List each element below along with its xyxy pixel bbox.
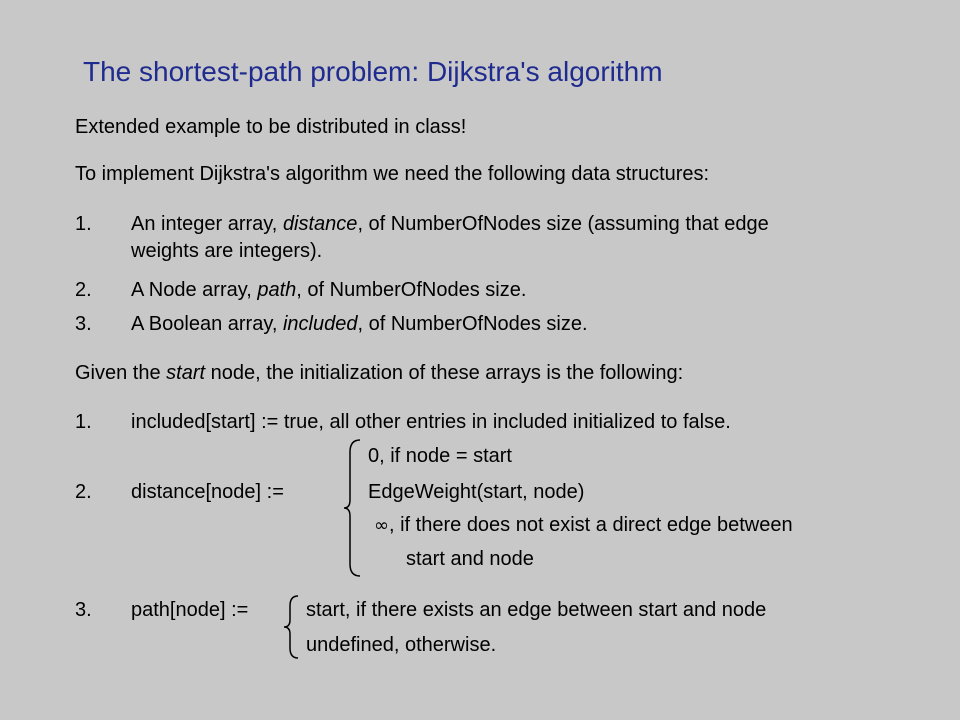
path-left-brace [280, 594, 302, 660]
structure-1-pre: An integer array, [131, 213, 283, 235]
intro-text: Extended example to be distributed in class! [75, 116, 467, 138]
structure-3-pre: A Boolean array, [131, 313, 283, 335]
distance-case-infinity-continuation: start and node [406, 548, 534, 570]
given-pre: Given the [75, 362, 167, 384]
structure-3-text [131, 311, 588, 337]
given-post: node, the initialization of these arrays is the following: [205, 362, 684, 384]
init-1-text: included[start] := true, all other entries in included initialized to false. [131, 411, 731, 433]
path-case-undefined: undefined, otherwise. [306, 634, 497, 656]
init-1-number: 1. [75, 411, 92, 433]
structure-3-post: , of NumberOfNodes size. [357, 313, 588, 335]
structure-2-pre: A Node array, [131, 279, 258, 301]
given-emphasis: start [166, 362, 206, 384]
structure-1-post: , of NumberOfNodes size (assuming that edge [357, 213, 769, 235]
structure-3-number: 3. [75, 313, 92, 335]
need-sentence: To implement Dijkstra's algorithm we need the following data structures: [75, 163, 710, 185]
distance-case-zero: 0, if node = start [368, 445, 512, 467]
structure-2-emphasis: path [257, 279, 297, 301]
init-3-number: 3. [75, 599, 92, 621]
slide-title: The shortest-path problem: Dijkstra's algorithm [83, 56, 663, 87]
structure-2-post: , of NumberOfNodes size. [296, 279, 527, 301]
path-lhs: path[node] := [131, 599, 249, 621]
distance-case-infinity [374, 512, 793, 539]
init-2-number: 2. [75, 481, 92, 503]
given-sentence [75, 360, 683, 386]
infinity-symbol: ∞ [374, 515, 389, 536]
structure-1-text [131, 211, 769, 237]
structure-1-number: 1. [75, 213, 92, 235]
structure-2-number: 2. [75, 279, 92, 301]
distance-lhs: distance[node] := [131, 481, 284, 503]
structure-3-emphasis: included [282, 313, 358, 335]
structure-1-continuation: weights are integers). [131, 240, 323, 262]
distance-case-infinity-text: , if there does not exist a direct edge between [389, 514, 793, 536]
distance-case-edgeweight: EdgeWeight(start, node) [368, 481, 585, 503]
structure-1-emphasis: distance [282, 213, 358, 235]
structure-2-text [131, 277, 526, 303]
path-case-start: start, if there exists an edge between start and node [306, 599, 767, 621]
distance-left-brace [340, 438, 364, 578]
